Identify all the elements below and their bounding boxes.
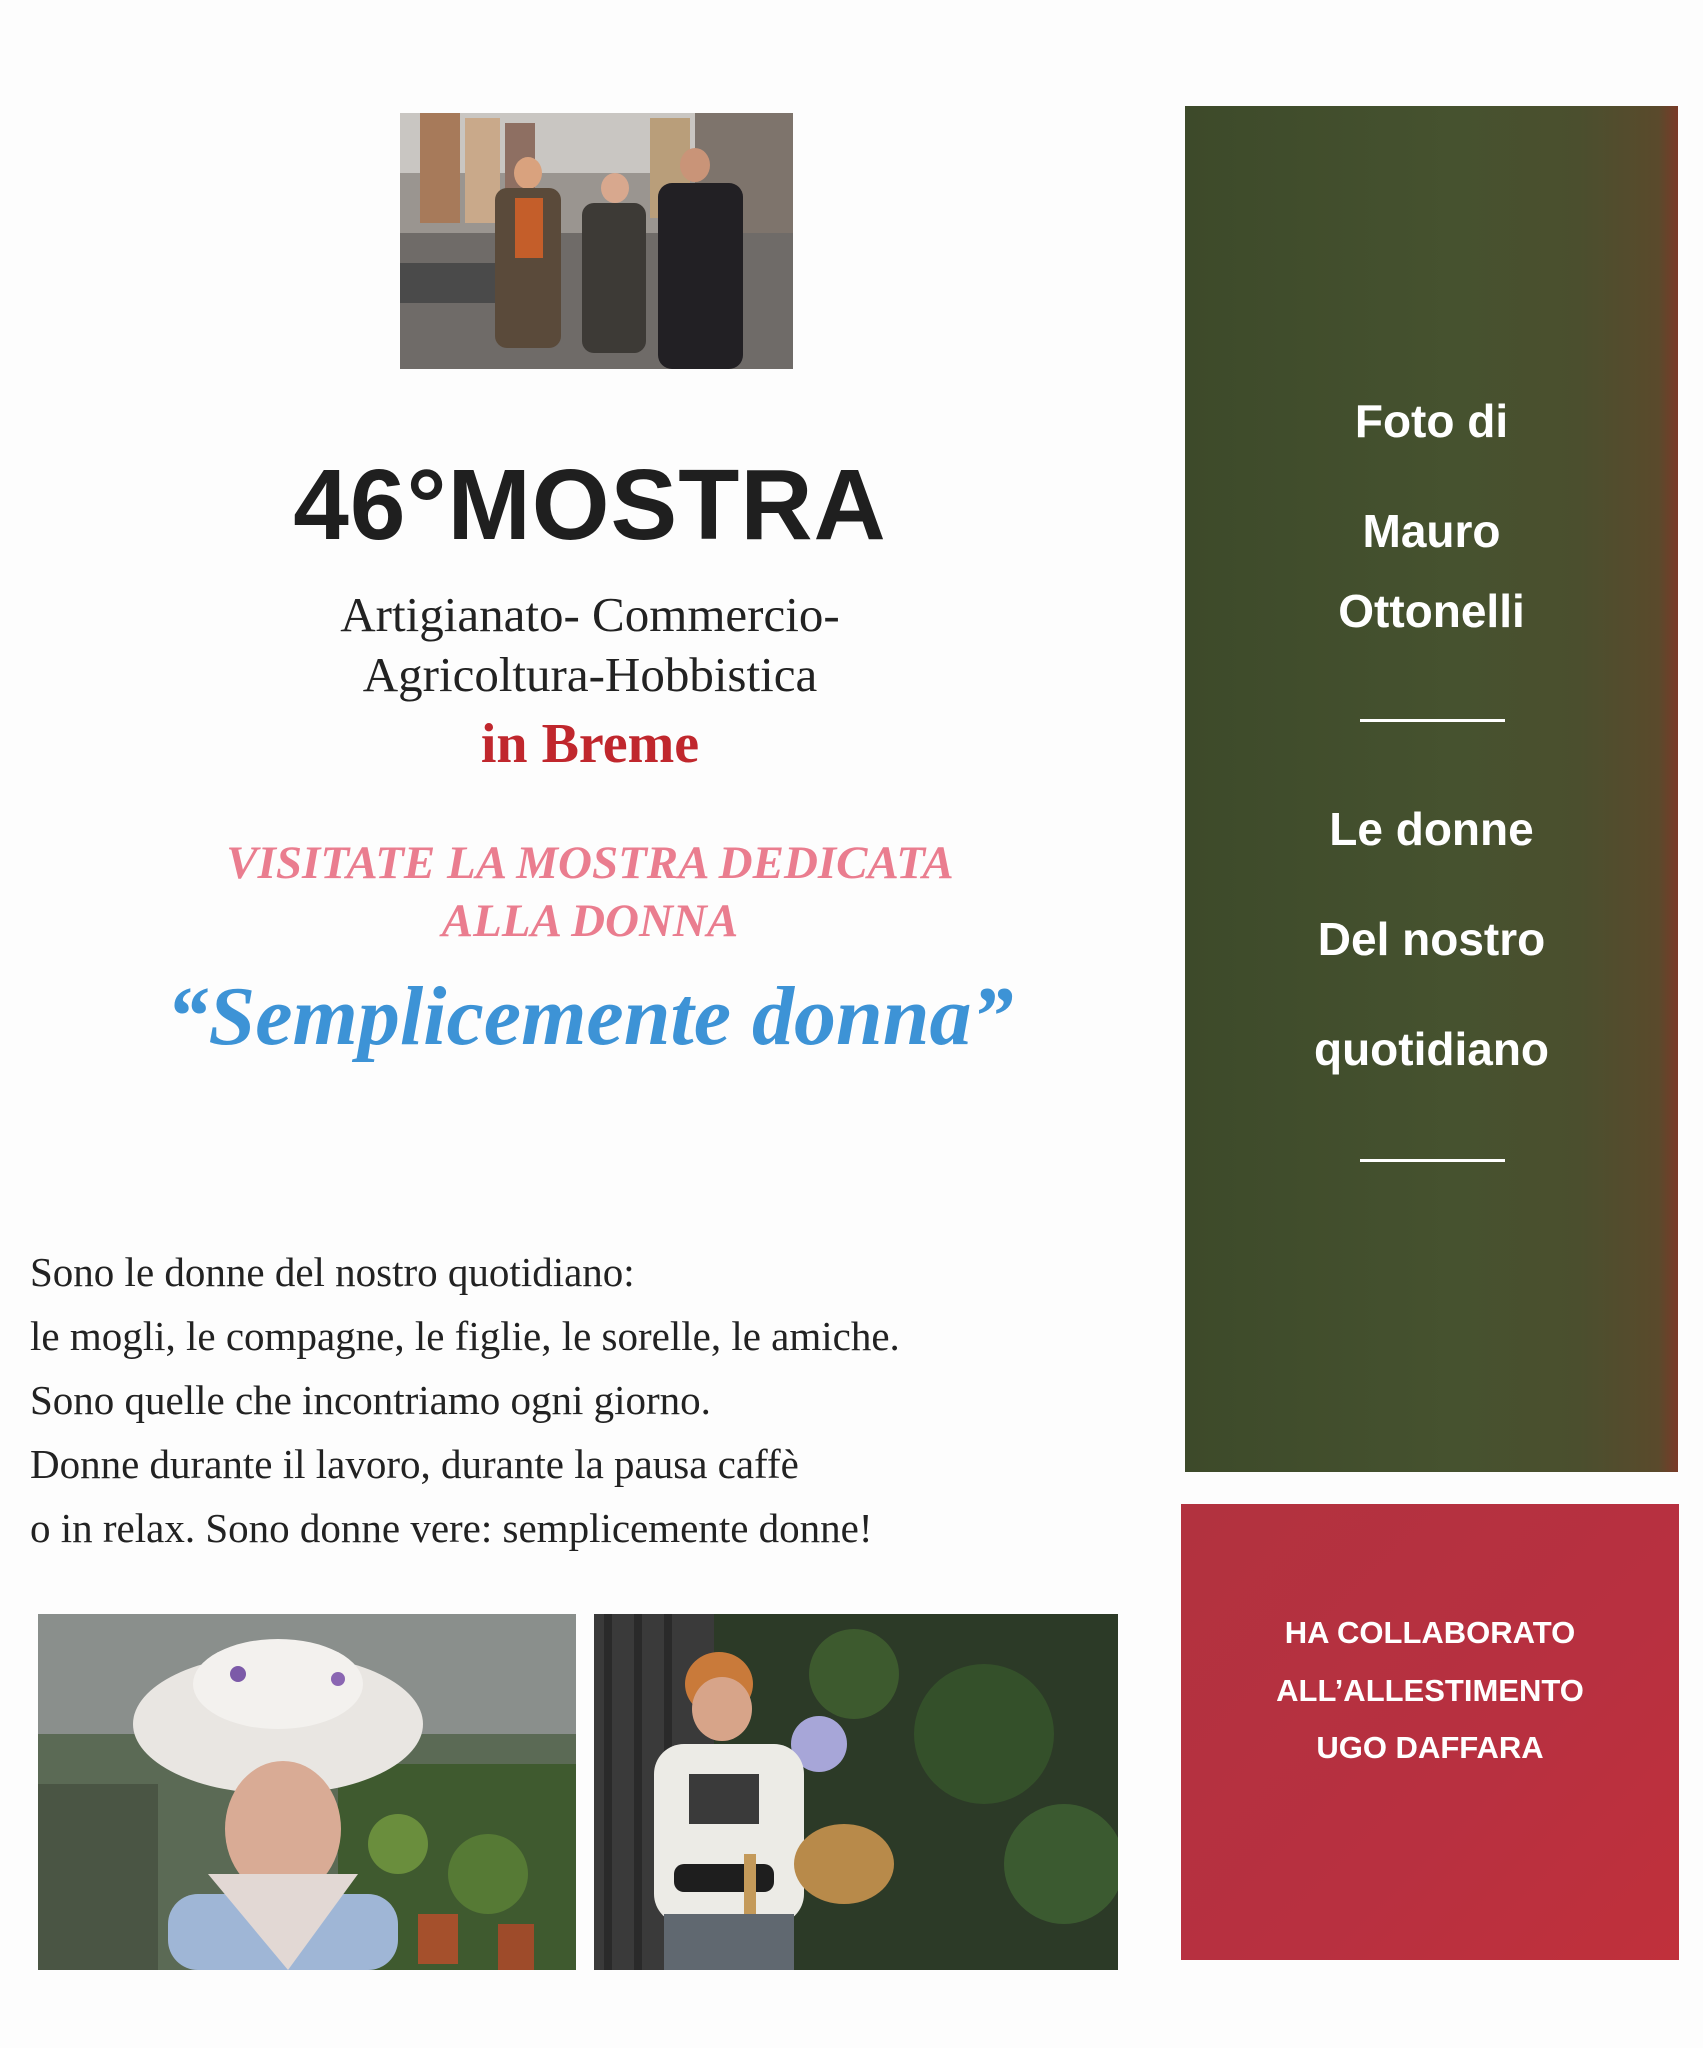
description-line: Sono le donne del nostro quotidiano:: [30, 1249, 635, 1295]
description-line: le mogli, le compagne, le figlie, le sorelle, le amiche.: [30, 1313, 900, 1359]
collaboration-box: [1181, 1504, 1679, 1960]
collab-line-3: UGO DAFFARA: [1316, 1730, 1544, 1765]
description-line: o in relax. Sono donne vere: semplicemente donne!: [30, 1505, 873, 1551]
subtitle-line-2: Agricoltura-Hobbistica: [362, 647, 818, 702]
exhibition-name: “Semplicemente donna”: [166, 970, 1014, 1063]
bottom-middle-photo-woman-basket: [594, 1614, 1118, 1970]
divider-line: [1360, 719, 1505, 722]
credit-label: Foto di: [1354, 395, 1509, 447]
description-line: Donne durante il lavoro, durante la pausa caffè: [30, 1441, 799, 1487]
bottom-left-photo-woman-hat: [38, 1614, 576, 1970]
theme-line-2: Del nostro: [1317, 913, 1546, 965]
photographer-panel: [1185, 106, 1678, 1472]
exhibition-title: 46°MOSTRA: [293, 449, 887, 561]
top-photo-three-women: [400, 113, 793, 369]
invite-line-2: ALLA DONNA: [441, 895, 739, 947]
location-text: in Breme: [480, 713, 700, 775]
description-paragraph: [30, 1240, 1170, 1560]
divider-line: [1360, 1159, 1505, 1162]
theme-line-3: quotidiano: [1313, 1023, 1550, 1075]
collab-line-1: HA COLLABORATO: [1284, 1615, 1576, 1650]
description-line: Sono quelle che incontriamo ogni giorno.: [30, 1377, 711, 1423]
collab-line-2: ALL’ALLESTIMENTO: [1276, 1673, 1584, 1708]
photographer-first-name: Mauro: [1362, 505, 1501, 557]
photographer-last-name: Ottonelli: [1338, 585, 1525, 637]
invite-line-1: VISITATE LA MOSTRA DEDICATA: [226, 837, 954, 889]
subtitle-line-1: Artigianato- Commercio-: [340, 587, 840, 642]
theme-line-1: Le donne: [1329, 803, 1534, 855]
